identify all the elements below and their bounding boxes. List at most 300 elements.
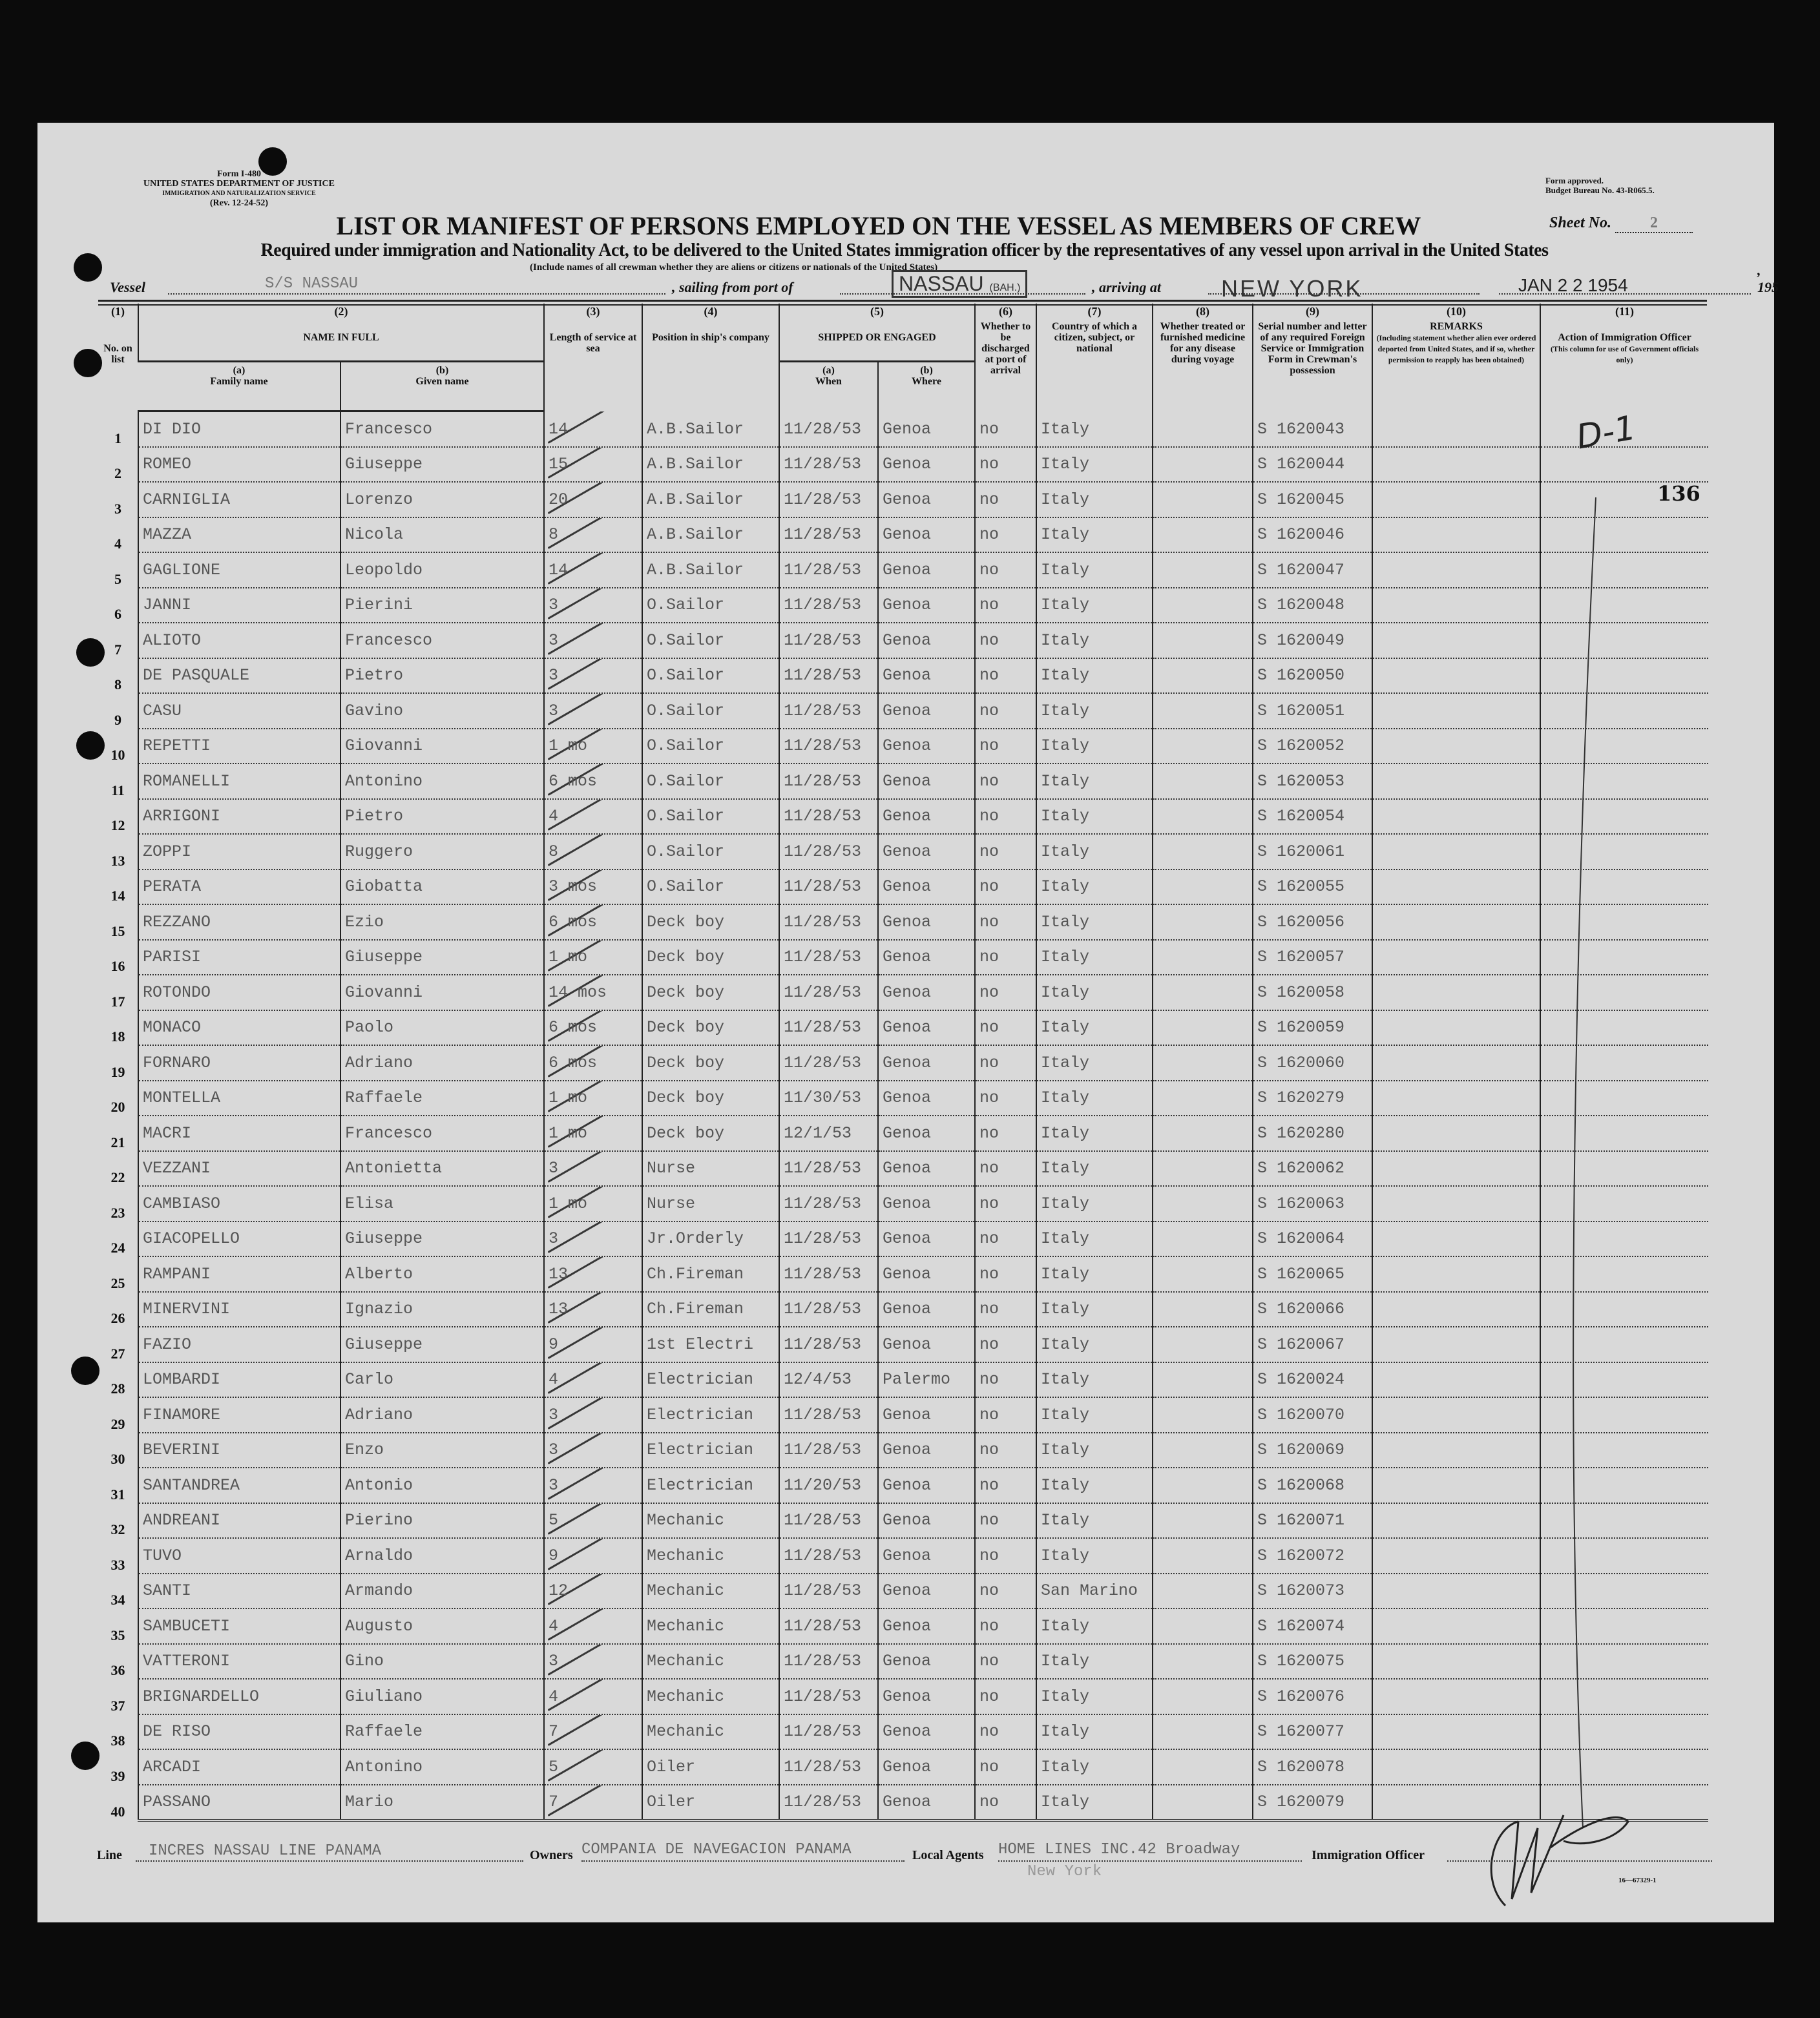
when-value: 11/28/53 <box>784 1581 862 1600</box>
cell-when <box>779 1256 878 1292</box>
country-value: Italy <box>1041 1018 1090 1037</box>
length-value: 1 mo <box>549 948 588 966</box>
serial-value: S 1620061 <box>1257 842 1345 861</box>
cell-action <box>1540 1538 1708 1574</box>
when-value: 11/28/53 <box>784 1018 862 1037</box>
country-value: Italy <box>1041 701 1090 720</box>
cell-remarks <box>1372 588 1540 623</box>
where-value: Genoa <box>883 983 932 1002</box>
cell-no <box>98 729 138 764</box>
cell-remarks <box>1372 1433 1540 1468</box>
cell-remarks <box>1372 1503 1540 1539</box>
country-value: Italy <box>1041 455 1090 473</box>
cell-where <box>878 799 975 835</box>
cell-when <box>779 834 878 869</box>
length-value: 1 mo <box>549 1194 588 1213</box>
cell-position <box>642 411 779 447</box>
country-value: Italy <box>1041 1264 1090 1284</box>
cell-country <box>1036 693 1153 729</box>
family-value: DE RISO <box>143 1722 211 1741</box>
serial-value: S 1620056 <box>1257 912 1345 931</box>
cell-discharged <box>975 1433 1036 1468</box>
cell-discharged <box>975 1327 1036 1362</box>
cell-no <box>98 1362 138 1398</box>
cell-family <box>138 552 340 588</box>
cell-country <box>1036 729 1153 764</box>
discharged-value: no <box>979 983 999 1002</box>
cell-given <box>340 1468 544 1503</box>
cell-medicine <box>1153 1468 1253 1503</box>
check-slash-mark <box>548 1503 622 1535</box>
cell-where <box>878 1714 975 1750</box>
cell-no <box>98 1468 138 1503</box>
serial-value: S 1620071 <box>1257 1511 1345 1530</box>
cell-serial <box>1253 1749 1372 1785</box>
country-value: Italy <box>1041 1405 1090 1424</box>
length-value: 3 <box>549 1405 559 1424</box>
position-value: Deck boy <box>647 1088 725 1107</box>
country-value: Italy <box>1041 1370 1090 1389</box>
arrival-date: JAN 2 2 1954 <box>1499 275 1751 295</box>
cell-no <box>98 1644 138 1680</box>
cell-medicine <box>1153 940 1253 975</box>
no-value: 24 <box>110 1240 125 1256</box>
when-value: 11/20/53 <box>784 1475 862 1495</box>
cell-medicine <box>1153 1644 1253 1680</box>
cell-country <box>1036 1785 1153 1821</box>
no-value: 37 <box>110 1697 125 1714</box>
cell-remarks <box>1372 1010 1540 1046</box>
cell-no <box>98 1116 138 1151</box>
cell-medicine <box>1153 1397 1253 1433</box>
given-value: Raffaele <box>345 1722 423 1741</box>
given-value: Augusto <box>345 1616 413 1636</box>
no-value: 18 <box>110 1028 125 1045</box>
cell-country <box>1036 411 1153 447</box>
where-value: Genoa <box>883 490 932 509</box>
when-value: 11/28/53 <box>784 1194 862 1213</box>
cell-medicine <box>1153 411 1253 447</box>
cell-family <box>138 693 340 729</box>
cell-country <box>1036 1116 1153 1151</box>
discharged-value: no <box>979 1511 999 1530</box>
cell-when <box>779 869 878 905</box>
col-medicine-header <box>1153 304 1253 411</box>
cell-where <box>878 1116 975 1151</box>
col-when-header <box>779 362 878 411</box>
cell-when <box>779 588 878 623</box>
cell-no <box>98 1045 138 1081</box>
cell-family <box>138 588 340 623</box>
cell-medicine <box>1153 1503 1253 1539</box>
crew-rows <box>98 411 1708 1821</box>
footer <box>97 1835 1712 1880</box>
cell-discharged <box>975 447 1036 483</box>
family-value: PARISI <box>143 948 202 966</box>
discharged-value: no <box>979 1546 999 1565</box>
cell-remarks <box>1372 904 1540 940</box>
cell-where <box>878 1010 975 1046</box>
no-value: 11 <box>111 782 125 798</box>
country-value: Italy <box>1041 771 1090 791</box>
serial-value: S 1620052 <box>1257 736 1345 755</box>
cell-no <box>98 693 138 729</box>
cell-given <box>340 1608 544 1644</box>
no-value: 28 <box>110 1380 125 1397</box>
cell-no <box>98 1608 138 1644</box>
when-value: 11/28/53 <box>784 1405 862 1424</box>
cell-no <box>98 1574 138 1609</box>
family-value: PASSANO <box>143 1793 211 1811</box>
given-value: Alberto <box>345 1264 413 1284</box>
country-value: Italy <box>1041 1335 1090 1354</box>
cell-country <box>1036 1010 1153 1046</box>
cell-given <box>340 1292 544 1327</box>
when-value: 11/28/53 <box>784 525 862 544</box>
length-value: 6 mos <box>549 912 598 931</box>
discharged-value: no <box>979 877 999 896</box>
cell-country <box>1036 869 1153 905</box>
cell-when <box>779 1045 878 1081</box>
cell-discharged <box>975 1468 1036 1503</box>
cell-position <box>642 834 779 869</box>
family-value: REPETTI <box>143 736 211 755</box>
col-sub-number: (a) <box>233 365 246 376</box>
cell-serial <box>1253 1574 1372 1609</box>
col-number: (9) <box>1306 305 1319 318</box>
check-slash-mark <box>548 834 622 866</box>
serial-value: S 1620077 <box>1257 1722 1345 1741</box>
cell-position <box>642 588 779 623</box>
family-value: LOMBARDI <box>143 1370 221 1389</box>
cell-action <box>1540 869 1708 905</box>
given-value: Francesco <box>345 630 433 650</box>
where-value: Genoa <box>883 1616 932 1636</box>
cell-given <box>340 1045 544 1081</box>
cell-given <box>340 1785 544 1821</box>
discharged-value: no <box>979 912 999 931</box>
country-value: Italy <box>1041 1511 1090 1530</box>
cell-action <box>1540 1045 1708 1081</box>
no-value: 2 <box>114 465 121 481</box>
when-value: 12/1/53 <box>784 1123 852 1143</box>
cell-action <box>1540 447 1708 483</box>
family-value: BRIGNARDELLO <box>143 1687 260 1706</box>
cell-medicine <box>1153 517 1253 553</box>
cell-given <box>340 1714 544 1750</box>
country-value: Italy <box>1041 1194 1090 1213</box>
check-slash-mark <box>548 1327 622 1359</box>
cell-action <box>1540 729 1708 764</box>
cell-action <box>1540 552 1708 588</box>
position-value: Deck boy <box>647 1053 725 1072</box>
cell-when <box>779 552 878 588</box>
no-value: 22 <box>110 1169 125 1185</box>
family-value: ROTONDO <box>143 983 211 1002</box>
where-value: Genoa <box>883 1264 932 1284</box>
position-value: A.B.Sailor <box>647 455 744 473</box>
cell-discharged <box>975 940 1036 975</box>
cell-length <box>544 729 642 764</box>
position-value: O.Sailor <box>647 877 725 896</box>
position-value: Mechanic <box>647 1722 725 1741</box>
serial-value: S 1620060 <box>1257 1053 1345 1072</box>
cell-position <box>642 940 779 975</box>
cell-position <box>642 1186 779 1222</box>
cell-discharged <box>975 1749 1036 1785</box>
serial-value: S 1620049 <box>1257 630 1345 650</box>
table-row <box>98 1045 1708 1081</box>
where-value: Genoa <box>883 455 932 473</box>
discharged-value: no <box>979 1722 999 1741</box>
length-value: 5 <box>549 1511 559 1530</box>
serial-value: S 1620048 <box>1257 596 1345 614</box>
no-value: 14 <box>110 888 125 904</box>
no-value: 35 <box>110 1627 125 1643</box>
serial-value: S 1620044 <box>1257 455 1345 473</box>
cell-family <box>138 1397 340 1433</box>
family-value: MONTELLA <box>143 1088 221 1107</box>
cell-remarks <box>1372 1222 1540 1257</box>
table-row <box>98 1785 1708 1821</box>
family-value: ROMEO <box>143 455 192 473</box>
cell-family <box>138 764 340 799</box>
country-value: Italy <box>1041 1441 1090 1459</box>
family-value: DE PASQUALE <box>143 666 250 685</box>
cell-length <box>544 1679 642 1714</box>
cell-length <box>544 1362 642 1398</box>
cell-length <box>544 869 642 905</box>
cell-medicine <box>1153 1362 1253 1398</box>
serial-value: S 1620075 <box>1257 1652 1345 1670</box>
discharged-value: no <box>979 1793 999 1811</box>
cell-country <box>1036 1433 1153 1468</box>
given-value: Giuliano <box>345 1687 423 1706</box>
length-value: 20 <box>549 490 569 509</box>
family-value: TUVO <box>143 1546 182 1565</box>
table-row <box>98 1116 1708 1151</box>
position-value: Deck boy <box>647 912 725 931</box>
position-value: O.Sailor <box>647 842 725 861</box>
when-value: 11/28/53 <box>784 1652 862 1670</box>
discharged-value: no <box>979 1088 999 1107</box>
cell-position <box>642 1433 779 1468</box>
cell-family <box>138 1679 340 1714</box>
serial-value: S 1620045 <box>1257 490 1345 509</box>
form-identifier <box>103 169 375 208</box>
col-number: (6) <box>999 305 1012 318</box>
subtitle: Required under immigration and Nationality Act, to be delivered to the United States immigration officer by the representatives of any vessel upon arrival in the United States <box>260 240 1549 260</box>
cell-action <box>1540 1644 1708 1680</box>
cell-when <box>779 1433 878 1468</box>
cell-length <box>544 623 642 658</box>
col-label: Position in ship's company <box>652 332 769 343</box>
cell-length <box>544 1749 642 1785</box>
no-value: 17 <box>110 993 125 1010</box>
cell-family <box>138 1644 340 1680</box>
officer-signature-line <box>1447 1841 1712 1862</box>
position-value: O.Sailor <box>647 701 725 720</box>
check-slash-mark <box>548 1785 622 1817</box>
cell-country <box>1036 764 1153 799</box>
cell-family <box>138 1433 340 1468</box>
cell-serial <box>1253 869 1372 905</box>
discharged-value: no <box>979 455 999 473</box>
cell-action <box>1540 1151 1708 1187</box>
cell-when <box>779 1362 878 1398</box>
form-approval <box>1545 176 1655 195</box>
no-value: 27 <box>110 1345 125 1362</box>
when-value: 11/30/53 <box>784 1088 862 1107</box>
cell-country <box>1036 517 1153 553</box>
cell-remarks <box>1372 1397 1540 1433</box>
when-value: 11/28/53 <box>784 560 862 579</box>
cell-given <box>340 1362 544 1398</box>
cell-discharged <box>975 1785 1036 1821</box>
given-value: Gavino <box>345 701 404 720</box>
given-value: Francesco <box>345 419 433 439</box>
cell-given <box>340 1081 544 1116</box>
cell-action <box>1540 799 1708 835</box>
cell-serial <box>1253 1045 1372 1081</box>
cell-action <box>1540 1186 1708 1222</box>
discharged-value: no <box>979 1053 999 1072</box>
cell-action <box>1540 904 1708 940</box>
cell-family <box>138 904 340 940</box>
discharged-value: no <box>979 1229 999 1248</box>
position-value: O.Sailor <box>647 736 725 755</box>
budget-number: Budget Bureau No. 43-R065.5. <box>1545 185 1655 195</box>
when-value: 11/28/53 <box>784 1300 862 1318</box>
agents-value: HOME LINES INC.42 Broadway <box>998 1841 1302 1862</box>
cell-given <box>340 623 544 658</box>
cell-given <box>340 975 544 1010</box>
agents-label: Local Agents <box>912 1848 984 1862</box>
cell-no <box>98 975 138 1010</box>
position-value: Jr.Orderly <box>647 1229 744 1248</box>
when-value: 11/28/53 <box>784 736 862 755</box>
position-value: Deck boy <box>647 983 725 1002</box>
cell-where <box>878 1397 975 1433</box>
family-value: CARNIGLIA <box>143 490 231 509</box>
country-value: Italy <box>1041 630 1090 650</box>
family-value: JANNI <box>143 596 192 614</box>
given-value: Adriano <box>345 1053 413 1072</box>
serial-value: S 1620065 <box>1257 1264 1345 1284</box>
position-value: Mechanic <box>647 1687 725 1706</box>
family-value: REZZANO <box>143 912 211 931</box>
table-row <box>98 1503 1708 1539</box>
check-slash-mark <box>548 588 622 620</box>
cell-position <box>642 482 779 517</box>
discharged-value: no <box>979 630 999 650</box>
cell-serial <box>1253 1468 1372 1503</box>
cell-when <box>779 1679 878 1714</box>
cell-when <box>779 1468 878 1503</box>
no-value: 39 <box>110 1767 125 1784</box>
cell-where <box>878 869 975 905</box>
cell-family <box>138 869 340 905</box>
no-value: 10 <box>110 747 125 763</box>
cell-position <box>642 729 779 764</box>
cell-length <box>544 588 642 623</box>
cell-remarks <box>1372 975 1540 1010</box>
cell-no <box>98 1222 138 1257</box>
position-value: O.Sailor <box>647 807 725 826</box>
cell-action <box>1540 1397 1708 1433</box>
cell-where <box>878 1081 975 1116</box>
cell-when <box>779 1644 878 1680</box>
cell-when <box>779 975 878 1010</box>
family-value: SANTANDREA <box>143 1475 240 1495</box>
col-country-header <box>1036 304 1153 411</box>
revision: (Rev. 12-24-52) <box>209 198 269 208</box>
cell-where <box>878 482 975 517</box>
cell-given <box>340 799 544 835</box>
check-slash-mark <box>548 658 622 691</box>
cell-position <box>642 904 779 940</box>
cell-action <box>1540 1292 1708 1327</box>
cell-length <box>544 1116 642 1151</box>
cell-no <box>98 658 138 694</box>
table-row <box>98 1222 1708 1257</box>
when-value: 11/28/53 <box>784 1757 862 1776</box>
cell-serial <box>1253 482 1372 517</box>
cell-action <box>1540 1714 1708 1750</box>
cell-action <box>1540 1362 1708 1398</box>
position-value: Deck boy <box>647 948 725 966</box>
cell-when <box>779 693 878 729</box>
where-value: Genoa <box>883 1405 932 1424</box>
serial-value: S 1620068 <box>1257 1475 1345 1495</box>
cell-no <box>98 1538 138 1574</box>
cell-position <box>642 869 779 905</box>
cell-length <box>544 1327 642 1362</box>
where-value: Genoa <box>883 419 932 439</box>
cell-discharged <box>975 693 1036 729</box>
cell-where <box>878 552 975 588</box>
serial-value: S 1620279 <box>1257 1088 1345 1107</box>
where-value: Genoa <box>883 1793 932 1811</box>
cell-remarks <box>1372 1327 1540 1362</box>
port-stamp <box>892 270 1027 298</box>
cell-remarks <box>1372 1045 1540 1081</box>
given-value: Ezio <box>345 912 384 931</box>
cell-action <box>1540 623 1708 658</box>
table-row <box>98 411 1708 447</box>
when-value: 11/28/53 <box>784 1229 862 1248</box>
cell-position <box>642 552 779 588</box>
cell-position <box>642 1397 779 1433</box>
when-value: 11/28/53 <box>784 807 862 826</box>
sailing-label: , sailing from port of <box>672 279 793 295</box>
no-value: 31 <box>110 1486 125 1503</box>
family-value: CAMBIASO <box>143 1194 221 1213</box>
cell-discharged <box>975 1714 1036 1750</box>
discharged-value: no <box>979 1757 999 1776</box>
cell-when <box>779 1608 878 1644</box>
discharged-value: no <box>979 490 999 509</box>
table-row <box>98 940 1708 975</box>
table-row <box>98 799 1708 835</box>
length-value: 4 <box>549 1687 559 1706</box>
when-value: 11/28/53 <box>784 983 862 1002</box>
length-value: 1 mo <box>549 736 588 755</box>
given-value: Ignazio <box>345 1300 413 1318</box>
discharged-value: no <box>979 1475 999 1495</box>
cell-no <box>98 411 138 447</box>
cell-where <box>878 1608 975 1644</box>
